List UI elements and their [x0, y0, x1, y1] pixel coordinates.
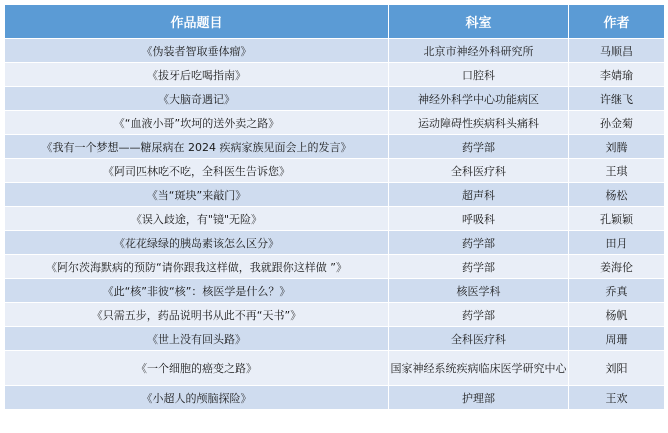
table-row — [5, 207, 665, 231]
cell-title: 《伪装者智取垂体瘤》 — [5, 39, 389, 63]
cell-author: 姜海伦 — [569, 255, 665, 279]
header-author: 作者 — [569, 5, 665, 39]
cell-dept: 药学部 — [389, 255, 569, 279]
cell-title: 《世上没有回头路》 — [5, 327, 389, 351]
cell-dept: 药学部 — [389, 231, 569, 255]
cell-dept: 药学部 — [389, 303, 569, 327]
header-title: 作品题目 — [5, 5, 389, 39]
cell-author: 许继飞 — [569, 87, 665, 111]
cell-author: 孙金菊 — [569, 111, 665, 135]
cell-author: 孔颖颖 — [569, 207, 665, 231]
cell-dept: 口腔科 — [389, 63, 569, 87]
cell-title: 《大脑奇遇记》 — [5, 87, 389, 111]
cell-dept: 北京市神经外科研究所 — [389, 39, 569, 63]
table-row — [5, 351, 665, 386]
cell-author: 马顺昌 — [569, 39, 665, 63]
cell-title: 《花花绿绿的胰岛素该怎么区分》 — [5, 231, 389, 255]
table-row — [5, 327, 665, 351]
table-row — [5, 255, 665, 279]
header-dept: 科室 — [389, 5, 569, 39]
cell-dept: 全科医疗科 — [389, 327, 569, 351]
table-row — [5, 279, 665, 303]
cell-dept: 呼吸科 — [389, 207, 569, 231]
cell-title: 《“血液小哥”坎坷的送外卖之路》 — [5, 111, 389, 135]
cell-title: 《阿尔茨海默病的预防“请你跟我这样做，我就跟你这样做 ”》 — [5, 255, 389, 279]
cell-author: 杨松 — [569, 183, 665, 207]
cell-dept: 国家神经系统疾病临床医学研究中心 — [389, 351, 569, 386]
cell-author: 李婧瑜 — [569, 63, 665, 87]
cell-author: 刘腾 — [569, 135, 665, 159]
cell-author: 杨帆 — [569, 303, 665, 327]
cell-title: 《小超人的颅脑探险》 — [5, 386, 389, 410]
cell-title: 《当“斑块”来敲门》 — [5, 183, 389, 207]
cell-author: 乔真 — [569, 279, 665, 303]
works-table-container — [4, 4, 664, 410]
cell-title: 《一个细胞的癌变之路》 — [5, 351, 389, 386]
cell-author: 王琪 — [569, 159, 665, 183]
table-row — [5, 303, 665, 327]
cell-title: 《我有一个梦想——糖尿病在 2024 疾病家族见面会上的发言》 — [5, 135, 389, 159]
table-row — [5, 183, 665, 207]
table-row — [5, 87, 665, 111]
table-header-row — [5, 5, 665, 39]
works-table — [4, 4, 665, 410]
table-row — [5, 135, 665, 159]
cell-author: 刘阳 — [569, 351, 665, 386]
cell-author: 田月 — [569, 231, 665, 255]
table-row — [5, 39, 665, 63]
table-row — [5, 159, 665, 183]
cell-dept: 护理部 — [389, 386, 569, 410]
cell-title: 《只需五步，药品说明书从此不再“天书”》 — [5, 303, 389, 327]
table-row — [5, 63, 665, 87]
cell-title: 《拔牙后吃喝指南》 — [5, 63, 389, 87]
cell-dept: 运动障碍性疾病科头痛科 — [389, 111, 569, 135]
cell-dept: 核医学科 — [389, 279, 569, 303]
table-row — [5, 231, 665, 255]
table-row — [5, 111, 665, 135]
cell-dept: 药学部 — [389, 135, 569, 159]
cell-author: 王欢 — [569, 386, 665, 410]
cell-title: 《阿司匹林吃不吃，全科医生告诉您》 — [5, 159, 389, 183]
table-row — [5, 386, 665, 410]
cell-dept: 超声科 — [389, 183, 569, 207]
cell-dept: 神经外科学中心功能病区 — [389, 87, 569, 111]
cell-title: 《此“核”非彼“核”：核医学是什么？》 — [5, 279, 389, 303]
cell-author: 周珊 — [569, 327, 665, 351]
cell-title: 《误入歧途，有"镜"无险》 — [5, 207, 389, 231]
cell-dept: 全科医疗科 — [389, 159, 569, 183]
